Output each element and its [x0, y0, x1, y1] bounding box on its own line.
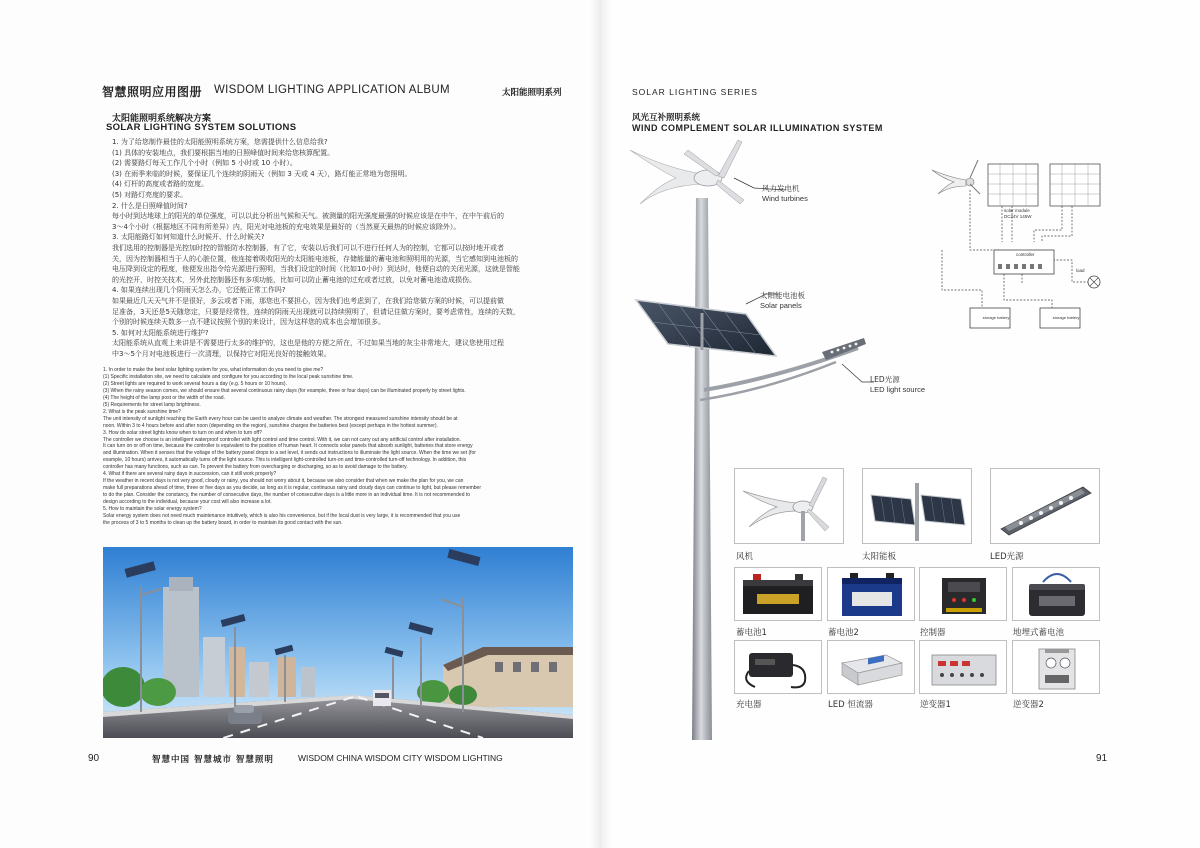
controller-icon — [920, 568, 1007, 621]
faq-line: 如果最近几天天气并不是很好，多云或者下雨，那您也不要担心，因为我们也考虑到了，在我们给您做方案的时候，可以提前做 — [112, 296, 504, 305]
faq-line: (1) Specific installation site, we need to calculate and configure for you according to the local peak sunshine time. — [103, 373, 354, 380]
faq-line: example, 10 hours) arrives, it automatically turns off the light source. This is intelligent light-controlled turn-on and time-controlled turn-off technology. In addition, this — [103, 457, 467, 464]
faq-line: 电压降到设定的程度，他便发出指令给光源进行照明，当我们设定的时间（比如10小时）到达时，他便自动的关闭光源，这就是智能 — [112, 265, 520, 274]
faq-line: (3) When the rainy season comes, we should ensure that several continuous rainy days (for example, three or four days) can be illuminated properly by street lights. — [103, 387, 466, 394]
faq-line: 太阳能系统从直观上来讲是不需要进行太多的维护的，这也是他的方便之所在，不过如果当地的灰尘非常地大，建议您使用过程 — [112, 339, 504, 348]
product-wind-turbine — [734, 468, 844, 544]
inverter-icon — [1013, 641, 1100, 694]
faq-line: (2) Street lights are required to work several hours a day (e.g. 5 hours or 10 hours). — [103, 380, 287, 387]
product-led-driver — [827, 640, 915, 694]
faq-line: 3～4个小时（根据地区不同有所差异）内，阳光对电池板的充电效果是最好的（当然夏天最热的时候应该除外）。 — [112, 222, 461, 231]
product-label: 逆变器2 — [1013, 700, 1044, 710]
faq-line: 5. How to maintain the solar energy system? — [103, 506, 202, 513]
faq-line: 足准备，3天还是5天随您定，只要是经常性，连续的阴雨天出现就可以持续照明了，但请记住做方案时，要考虑常性，连续的天数， — [112, 307, 520, 316]
header-series-cn: 太阳能照明系列 — [502, 88, 562, 98]
battery-icon — [828, 568, 915, 621]
faq-line: controller has many functions, such as can. To prevent the battery from overcharging or discharging, so as to avoid damage to the battery. — [103, 464, 408, 471]
solar-module-text: solar module — [1004, 208, 1030, 213]
callout-cn: 风力发电机 — [762, 184, 800, 193]
book-gutter — [590, 0, 612, 848]
callout-cn: 太阳能电池板 — [760, 291, 805, 300]
faq-line: Solar energy system does not need much maintenance intuitively, which is also his convenience, but if the local dust is very large, it is recommended that you use — [103, 513, 461, 520]
callout-en: Wind turbines — [762, 194, 808, 203]
product-buried-battery — [1012, 567, 1100, 621]
footer-slogan-en: WISDOM CHINA WISDOM CITY WISDOM LIGHTING — [298, 753, 503, 763]
faq-line: noon. Within 3 to 4 hours before and after noon (depending on the region), sunshine charges the batteries best (except perhaps in the hottest summer). — [103, 422, 438, 429]
faq-text-cn — [112, 137, 574, 359]
faq-line: 4. What if there are several rainy days in succession, can it still work properly? — [103, 471, 277, 478]
product-label: 充电器 — [736, 700, 762, 710]
footer-slogan-cn: 智慧中国 智慧城市 智慧照明 — [152, 755, 274, 765]
product-inverter-2 — [1012, 640, 1100, 694]
product-battery-1 — [734, 567, 822, 621]
faq-line: 每小时到达地球上的阳光的单位强度，可以以此分析出气候和天气。被测量的阳光强度最强的时候应该是在中午，在中午前后的 — [112, 212, 504, 221]
solar-panel-icon — [863, 469, 972, 544]
faq-line: It can turn on or off on time, because the controller is equivalent to the position of human heart. It connects solar panels that absorb sunlight, batteries that store energy — [103, 443, 473, 450]
subtitle-en: WIND COMPLEMENT SOLAR ILLUMINATION SYSTEM — [632, 123, 883, 133]
section-title-en: SOLAR LIGHTING SYSTEM SOLUTIONS — [106, 122, 297, 133]
callout-wind-turbines — [762, 183, 808, 203]
product-controller — [919, 567, 1007, 621]
faq-line: (2) 需要路灯每天工作几个小时（例如 5 小时或 10 小时）。 — [112, 159, 297, 168]
faq-line: 我们选用的控制器是光控加时控的智能防水控制器，有了它，安装以后我们可以不进行任何人为的控制，它都可以按时地开或者 — [112, 243, 504, 252]
faq-line: 4. 如果连续出现几个阴雨天怎么办，它还能正常工作吗? — [112, 286, 286, 295]
faq-line: (3) 在雨季来临的时候，要保证几个连续的阴雨天（例如 3 天或 4 天），路灯能正常地为您照明。 — [112, 169, 412, 178]
faq-line: (5) 对路灯亮度的要求。 — [112, 190, 188, 199]
product-label: 蓄电池2 — [828, 628, 859, 638]
page-number-right: 91 — [1096, 753, 1108, 764]
diagram-controller-label: controller — [1016, 252, 1035, 257]
subtitle-cn: 风光互补照明系统 — [632, 113, 701, 123]
header-title-en: WISDOM LIGHTING APPLICATION ALBUM — [214, 84, 450, 96]
faq-line: 中3～5个月对电池板进行一次清理，以保持它对阳光良好的接触效果。 — [112, 349, 331, 358]
faq-line: 关，因为控制器相当于人的心脏位置，他连接着吸收阳光的太阳能电池板，存储能量的蓄电池和照明用的光源，当它感知到电池板的 — [112, 254, 518, 263]
faq-line: and illumination. When it senses that the voltage of the battery panel drops to a set level, it sends out instructions to illuminate the light source. When the time we set (for — [103, 450, 476, 457]
faq-line: the process of 3 to 5 months to clean up the battery board, in order to maintain its good contact with the sun. — [103, 519, 343, 526]
product-inverter-1 — [919, 640, 1007, 694]
faq-line: If the weather in recent days is not very good, cloudy or rainy, you should not worry about it, because we also consider that when we make the plan for you, we can — [103, 478, 464, 485]
faq-line: The controller we choose is an intelligent waterproof controller with light control and time control. With it, we can not carry out any artificial control after installation. — [103, 436, 461, 443]
street-scene-photo — [103, 547, 573, 738]
street-scene-illustration — [103, 547, 573, 738]
callout-cn: LED光源 — [870, 375, 900, 384]
product-charger — [734, 640, 822, 694]
callout-en: LED light source — [870, 385, 926, 394]
faq-line: 2. What is the peak sunshine time? — [103, 408, 181, 415]
faq-line: The unit intensity of sunlight reaching the Earth every hour can be used to analyze climate and weather. The strongest measured sunshine intensity should be at — [103, 415, 458, 422]
faq-line: 的光控开，时控关技术，另外此控制器还有多项功能，比如可以防止蓄电池的过充或者过放，以免对蓄电池造成损伤。 — [112, 275, 476, 284]
module-spec-text: DC24V 145W — [1004, 213, 1032, 219]
wiring-diagram — [922, 150, 1112, 340]
faq-text-en — [103, 367, 575, 527]
faq-line: 3. 太阳能路灯如何知道什么时候开、什么时候关? — [112, 233, 265, 242]
faq-line: (4) The height of the lamp post or the width of the road. — [103, 394, 225, 401]
battery-icon — [735, 568, 822, 621]
callout-solar-panels — [760, 290, 805, 310]
wind-turbine-icon — [735, 469, 844, 544]
faq-line: 1. 为了给您制作最佳的太阳能照明系统方案，您需提供什么信息给我? — [112, 138, 328, 146]
faq-line: design according to the individual, because your cost will also increase a lot. — [103, 499, 272, 506]
faq-line: 1. In order to make the best solar lighting system for you, what information do you need to give me? — [103, 367, 324, 373]
led-driver-icon — [828, 641, 915, 694]
product-label: LED 恒流器 — [828, 700, 873, 710]
faq-line: make full preparations ahead of time, three or five days as you decide, as long as it is regular, continuous rainy and cloudy days can continue to light, but please remember — [103, 485, 481, 492]
product-label: 控制器 — [920, 628, 946, 638]
product-solar-panel — [862, 468, 972, 544]
product-battery-2 — [827, 567, 915, 621]
product-label: 风机 — [736, 552, 754, 562]
product-label: LED光源 — [990, 552, 1024, 562]
faq-line: (5) Requirements for street lamp brightness. — [103, 401, 201, 408]
inverter-icon — [920, 641, 1007, 694]
led-lamp-icon — [991, 469, 1100, 544]
diagram-load-label: load — [1076, 268, 1085, 273]
callout-led-light-source — [870, 374, 925, 394]
header-title-cn: 智慧照明应用图册 — [102, 85, 203, 99]
faq-line: 5. 如何对太阳能系统进行维护? — [112, 328, 209, 337]
buried-battery-icon — [1013, 568, 1100, 621]
diagram-solar-module-label — [1004, 208, 1032, 219]
product-label: 逆变器1 — [920, 700, 951, 710]
faq-line: to do the plan. Consider the constancy, the number of consecutive days, the number of consecutive days is a little more in an individual time. It is not recommended to — [103, 492, 471, 499]
product-label: 地埋式蓄电池 — [1013, 628, 1065, 638]
header-series-en: SOLAR LIGHTING SERIES — [632, 87, 758, 97]
charger-icon — [735, 641, 822, 694]
faq-line: 3. How do solar street lights know when to turn on and when to turn off? — [103, 429, 262, 436]
faq-line: 2. 什么是日照峰值时间? — [112, 201, 188, 210]
diagram-battery-1-label: storage battery — [982, 315, 1010, 320]
callout-en: Solar panels — [760, 301, 802, 310]
faq-line: 个别的时候连续天数多一点不建议按照个别的来设计，因为这样您的成本也会增加很多。 — [112, 318, 385, 327]
product-label: 太阳能板 — [862, 552, 897, 562]
diagram-battery-2-label: storage battery — [1052, 315, 1080, 320]
faq-line: (1) 具体的安装地点，我们要根据当地的日照峰值时间来给您核算配置。 — [112, 148, 335, 157]
product-label: 蓄电池1 — [736, 628, 767, 638]
faq-line: (4) 灯杆的高度或者路的宽度。 — [112, 180, 209, 189]
page-number-left: 90 — [88, 753, 100, 764]
product-led-light — [990, 468, 1100, 544]
section-title-cn: 太阳能照明系统解决方案 — [112, 114, 212, 124]
